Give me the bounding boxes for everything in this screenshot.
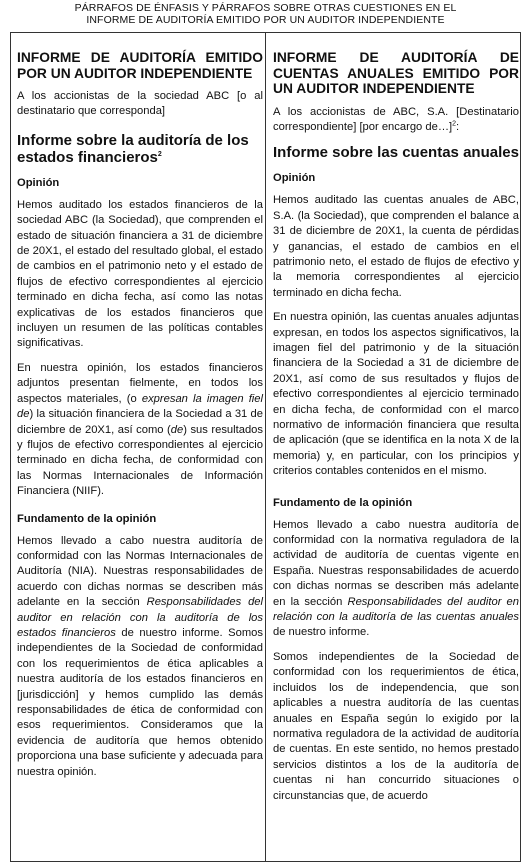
right-p3-text-a: Hemos llevado a cabo nuestra auditoría de conformidad con la normativa reguladora de la actividad de auditoría de cuentas vigente en España. Nuestras responsabilidades de acuerdo con dichas normas se describen más adelante en la sección: [273, 518, 519, 608]
right-addressee-text: A los accionistas de ABC, S.A. [Destinatario correspondiente] [por encargo de…]: [273, 105, 519, 133]
right-addressee-footnote: 2: [452, 120, 457, 128]
left-basis-paragraph: [17, 534, 263, 781]
left-p3-text-a: Hemos llevado a cabo nuestra auditoría de conformidad con las Normas Internacionales de Auditoría (NIA). Nuestras responsabilidades de acuerdo con dichas normas se describen más adelante en la sección: [17, 534, 263, 609]
left-basis-heading: Fundamento de la opinión: [17, 512, 157, 525]
left-p2-text-b: ) la situación financiera de la Sociedad a 31 de diciembre de 20X1, así como (: [17, 408, 263, 436]
left-opinion-paragraph-2: [17, 361, 263, 500]
page-header: [0, 2, 531, 26]
left-p2-text-c: ) sus resultados y flujos de efectivo correspondientes al ejercicio terminado en dicha fecha, de conformidad con las Normas Internacionales de Información Financiera (NIIF).: [17, 423, 263, 498]
left-opinion-heading: Opinión: [17, 176, 60, 189]
left-p2-italic-a: expresan la imagen fiel de: [17, 392, 263, 421]
right-opinion-paragraph-1: Hemos auditado las cuentas anuales de ABC, S.A. (la Sociedad), que comprenden el balance a 31 de diciembre de 20X1, la cuenta de pérdidas y ganancias, el estado de cambios en el patrimonio neto, el estado de flujos de efectivo y la memoria correspondientes al ejercicio terminado en dicha fecha.: [273, 194, 519, 299]
right-opinion-paragraph-2: En nuestra opinión, las cuentas anuales adjuntas expresan, en todos los aspectos significativos, la imagen fiel del patrimonio y de la situación financiera de la Sociedad a 31 de diciembre de 20X1, así como de sus resultados y flujos de efectivo correspondientes al ejercicio terminado en dicha fecha, de conformidad con el marco normativo de información financiera que resulta de aplicación (que se identifica en la nota X de la memoria) y, en particular, con los principios y criterios contables contenidos en el mismo.: [273, 311, 519, 478]
left-column: [17, 50, 263, 789]
right-addressee-end: :: [456, 120, 460, 133]
right-basis-heading: Fundamento de la opinión: [273, 496, 413, 509]
page-header-line-1: PÁRRAFOS DE ÉNFASIS Y PÁRRAFOS SOBRE OTRAS CUESTIONES EN EL: [74, 2, 457, 14]
left-p3-italic: Responsabilidades del auditor en relación con la auditoría de los estados financieros: [17, 596, 263, 639]
left-p2-italic-b: de: [170, 423, 184, 436]
left-opinion-paragraph-1: Hemos auditado los estados financieros de la sociedad ABC (la Sociedad), que comprenden el estado de situación financiera a 31 de diciembre de 20X1, el estado del resultado global, el estado de cambios en el patrimonio neto y el estado de flujos de efectivo correspondientes al ejercicio terminado en dicha fecha, así como las notas explicativas de los estados financieros que incluyen un resumen de las políticas contables significativas.: [17, 198, 263, 350]
right-title: INFORME DE AUDITORÍA DE CUENTAS ANUALES EMITIDO POR UN AUDITOR INDEPENDIENTE: [273, 50, 519, 96]
left-p2-text-a: En nuestra opinión, los estados financieros adjuntos presentan fielmente, en todos los aspectos materiales, (o: [17, 361, 263, 405]
right-opinion-heading: Opinión: [273, 172, 316, 185]
column-divider: [265, 32, 266, 862]
left-addressee: A los accionistas de la sociedad ABC [o al destinatario que corresponda]: [17, 90, 263, 118]
page-header-line-2: INFORME DE AUDITORÍA EMITIDO POR UN AUDITOR INDEPENDIENTE: [86, 14, 445, 26]
right-section-heading: Informe sobre las cuentas anuales: [273, 144, 519, 162]
right-basis-paragraph-1: [273, 518, 519, 641]
right-column: [273, 50, 519, 813]
right-addressee: [273, 105, 519, 136]
left-p3-text-b: de nuestro informe. Somos independientes de la Sociedad de conformidad con los requerimientos de ética aplicables a nuestra auditoría de los estados financieros en [jurisdicción] y hemos cumplido las demás responsabilidades de ética de conformidad con esos requerimientos. Consideramos que la evidencia de auditoría que hemos obtenido proporciona una base suficiente y adecuada para nuestra opinión.: [17, 626, 263, 778]
right-basis-paragraph-2: Somos independientes de la Sociedad de conformidad con los requerimientos de ética, incluidos los de independencia, que son aplicables a nuestra auditoría de las cuentas anuales en España según lo exigido por la normativa reguladora de la actividad de auditoría de cuentas. En este sentido, no hemos prestado servicios distintos a los de la auditoría de cuentas ni han concurrido situaciones o circunstancias que, de acuerdo: [273, 650, 519, 802]
right-p3-italic: Responsabilidades del auditor en relación con la auditoría de las cuentas anuales: [273, 595, 519, 624]
right-p3-text-b: de nuestro informe.: [273, 626, 370, 639]
left-heading-footnote: 2: [157, 150, 162, 158]
left-heading-text: Informe sobre la auditoría de los estados financieros: [17, 131, 249, 166]
left-title: INFORME DE AUDITORÍA EMITIDO POR UN AUDITOR INDEPENDIENTE: [17, 50, 263, 81]
left-section-heading: [17, 132, 263, 166]
